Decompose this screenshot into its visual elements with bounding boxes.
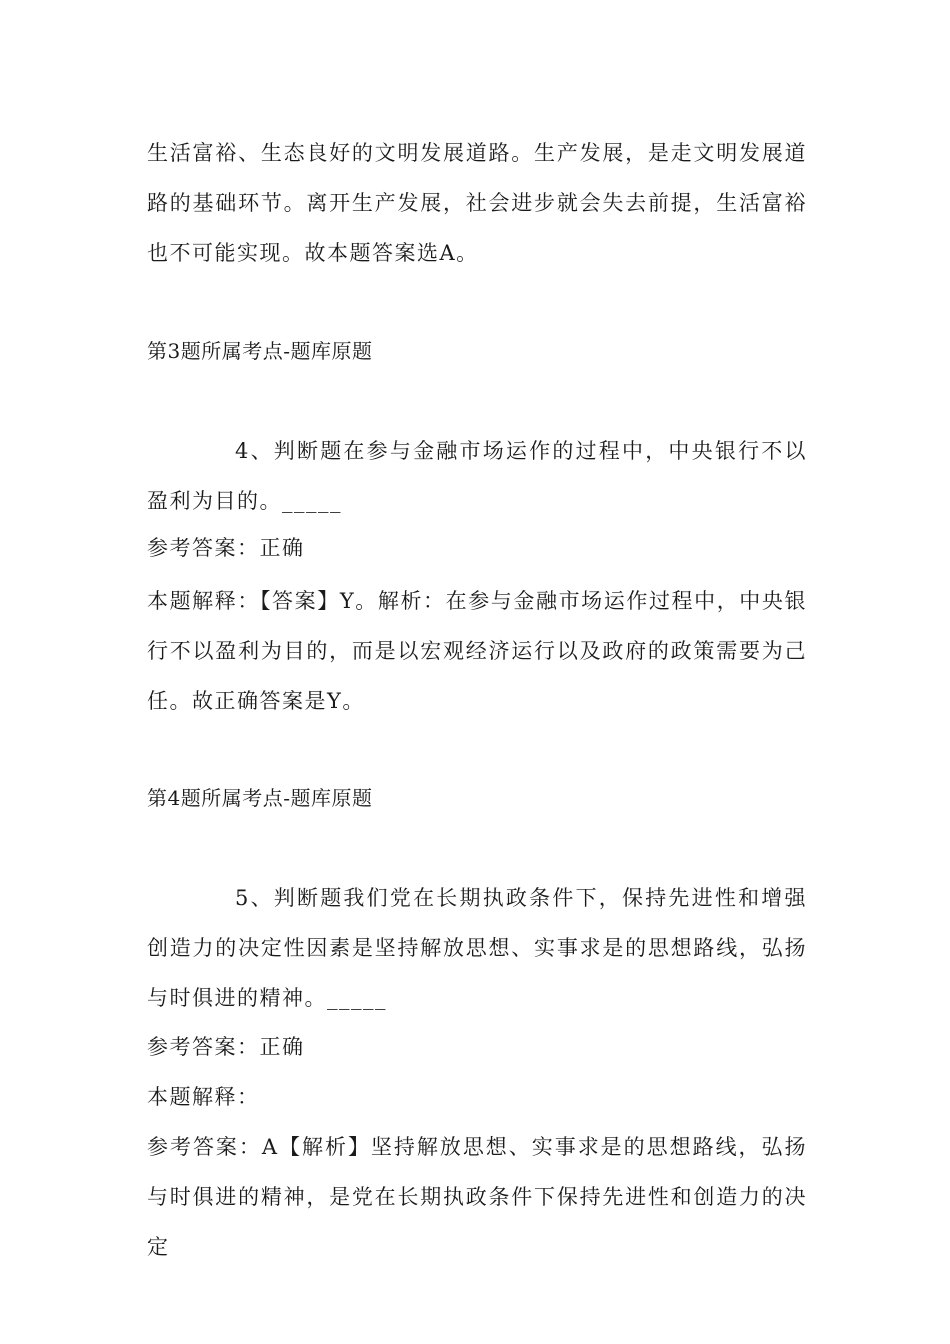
question-5-answer: 参考答案：正确 [147,1035,305,1059]
question-4-answer: 参考答案：正确 [147,536,305,560]
question-4-explanation: 本题解释：【答案】Y。解析：在参与金融市场运作过程中，中央银行不以盈利为目的，而是以宏观经济运行以及政府的政策需要为己任。故正确答案是Y。 [147,589,807,713]
question-5-reference: 参考答案：A【解析】坚持解放思想、实事求是的思想路线，弘扬与时俱进的精神，是党在长期执政条件下保持先进性和创造力的决定 [147,1135,807,1259]
section-heading-q3: 第3题所属考点-题库原题 [147,339,373,363]
section-heading-q4: 第4题所属考点-题库原题 [147,786,373,810]
question-5-text: 5、判断题我们党在长期执政条件下，保持先进性和增强创造力的决定性因素是坚持解放思想、实事求是的思想路线，弘扬与时俱进的精神。_____ [147,886,807,1010]
question-4-text: 4、判断题在参与金融市场运作的过程中，中央银行不以盈利为目的。_____ [147,439,807,513]
intro-paragraph: 生活富裕、生态良好的文明发展道路。生产发展，是走文明发展道路的基础环节。离开生产发展，社会进步就会失去前提，生活富裕也不可能实现。故本题答案选A。 [147,141,807,265]
question-5-explanation-label: 本题解释： [147,1085,260,1109]
